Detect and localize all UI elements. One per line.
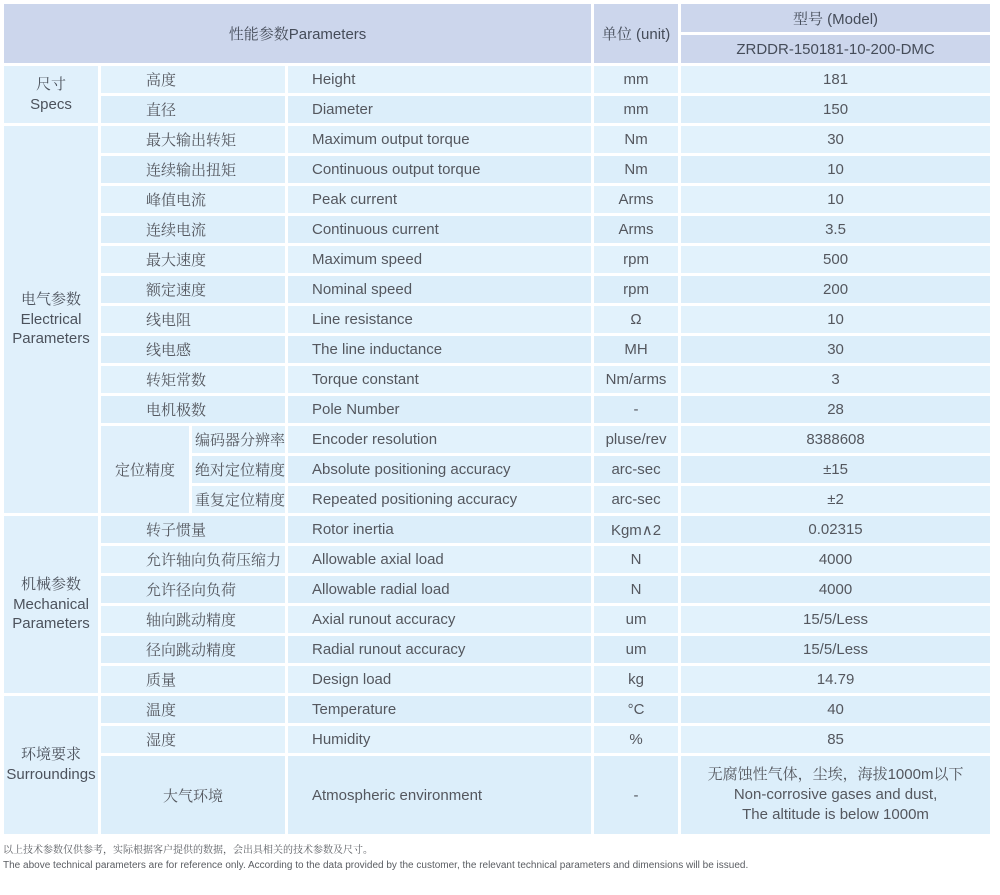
table-row bbox=[4, 696, 990, 723]
unit-cell: MH bbox=[594, 336, 678, 363]
table-row bbox=[4, 606, 990, 633]
table-row bbox=[4, 66, 990, 93]
model-value: ZRDDR-150181-10-200-DMC bbox=[681, 35, 990, 63]
value-cell: 150 bbox=[681, 96, 990, 123]
param-cn-cell: 最大输出转矩 bbox=[101, 126, 285, 153]
param-en-cell: Absolute positioning accuracy bbox=[288, 456, 591, 483]
spec-table bbox=[1, 1, 993, 837]
table-row bbox=[4, 366, 990, 393]
group-cell-surroundings bbox=[4, 696, 98, 834]
group-label-en: Electrical Parameters bbox=[12, 310, 90, 348]
value-cell: 15/5/Less bbox=[681, 606, 990, 633]
param-cn-cell: 连续电流 bbox=[101, 216, 285, 243]
param-cn-cell: 峰值电流 bbox=[101, 186, 285, 213]
value-cell: ±15 bbox=[681, 456, 990, 483]
param-cn-cell: 编码器分辨率 bbox=[192, 426, 285, 453]
group-label-cn: 环境要求 bbox=[20, 746, 81, 764]
table-row bbox=[4, 516, 990, 543]
param-cn-cell: 最大速度 bbox=[101, 246, 285, 273]
unit-cell: - bbox=[594, 756, 678, 834]
value-cell: 181 bbox=[681, 66, 990, 93]
group-label-en: Mechanical Parameters bbox=[12, 595, 90, 633]
param-en-cell: Pole Number bbox=[288, 396, 591, 423]
param-cn-cell: 允许径向负荷 bbox=[101, 576, 285, 603]
param-en-cell: Temperature bbox=[288, 696, 591, 723]
value-cell: 3.5 bbox=[681, 216, 990, 243]
value-cell: 0.02315 bbox=[681, 516, 990, 543]
param-en-cell: Height bbox=[288, 66, 591, 93]
parameters-header: 性能参数Parameters bbox=[4, 4, 591, 63]
unit-cell: pluse/rev bbox=[594, 426, 678, 453]
group-cell-specs bbox=[4, 66, 98, 123]
param-en-cell: Design load bbox=[288, 666, 591, 693]
param-cn-cell: 直径 bbox=[101, 96, 285, 123]
unit-cell: mm bbox=[594, 96, 678, 123]
value-cell bbox=[681, 756, 990, 834]
value-cell: 10 bbox=[681, 156, 990, 183]
unit-cell: mm bbox=[594, 66, 678, 93]
unit-cell: Nm/arms bbox=[594, 366, 678, 393]
param-cn-cell: 允许轴向负荷压缩力 bbox=[101, 546, 285, 573]
param-cn-cell: 大气环境 bbox=[101, 756, 285, 834]
value-line: 无腐蚀性气体，尘埃，海拔1000m以下 bbox=[707, 765, 964, 783]
unit-cell: °C bbox=[594, 696, 678, 723]
value-cell: 500 bbox=[681, 246, 990, 273]
param-cn-cell: 重复定位精度 bbox=[192, 486, 285, 513]
unit-cell: Kgm∧2 bbox=[594, 516, 678, 543]
table-row bbox=[4, 756, 990, 834]
unit-cell: rpm bbox=[594, 276, 678, 303]
footnote-line-en: The above technical parameters are for reference only. According to the data provided by the customer, the relevant technical parameters and dimensions will be issued. bbox=[3, 859, 749, 871]
unit-header: 单位 (unit) bbox=[594, 4, 678, 63]
param-cn-cell: 线电感 bbox=[101, 336, 285, 363]
table-row bbox=[4, 726, 990, 753]
value-cell: 10 bbox=[681, 186, 990, 213]
unit-cell: arc-sec bbox=[594, 456, 678, 483]
positioning-accuracy-cell: 定位精度 bbox=[101, 426, 189, 513]
footnote-line-cn: 以上技术参数仅供参考，实际根据客户提供的数据，会出具相关的技术参数及尺寸。 bbox=[3, 845, 373, 856]
param-cn-cell: 线电阻 bbox=[101, 306, 285, 333]
param-cn-cell: 轴向跳动精度 bbox=[101, 606, 285, 633]
table-row bbox=[4, 306, 990, 333]
table-row bbox=[4, 96, 990, 123]
value-cell: 3 bbox=[681, 366, 990, 393]
param-en-cell: Nominal speed bbox=[288, 276, 591, 303]
table-row bbox=[4, 276, 990, 303]
value-cell: 8388608 bbox=[681, 426, 990, 453]
group-cell-mechanical bbox=[4, 516, 98, 693]
value-cell: 28 bbox=[681, 396, 990, 423]
unit-cell: um bbox=[594, 606, 678, 633]
param-cn-cell: 绝对定位精度 bbox=[192, 456, 285, 483]
group-label-cn: 尺寸 bbox=[35, 75, 66, 93]
table-row bbox=[4, 636, 990, 663]
param-en-cell: Atmospheric environment bbox=[288, 756, 591, 834]
param-cn-cell: 电机极数 bbox=[101, 396, 285, 423]
table-row bbox=[4, 666, 990, 693]
unit-cell: rpm bbox=[594, 246, 678, 273]
param-en-cell: Diameter bbox=[288, 96, 591, 123]
param-en-cell: Continuous output torque bbox=[288, 156, 591, 183]
param-cn-cell: 额定速度 bbox=[101, 276, 285, 303]
model-header: 型号 (Model) bbox=[681, 4, 990, 32]
param-cn-cell: 连续输出扭矩 bbox=[101, 156, 285, 183]
group-cell-electrical bbox=[4, 126, 98, 513]
value-cell: 10 bbox=[681, 306, 990, 333]
param-cn-cell: 质量 bbox=[101, 666, 285, 693]
param-en-cell: Encoder resolution bbox=[288, 426, 591, 453]
param-en-cell: Humidity bbox=[288, 726, 591, 753]
table-row bbox=[4, 156, 990, 183]
value-cell: 30 bbox=[681, 126, 990, 153]
unit-cell: N bbox=[594, 546, 678, 573]
value-cell: 85 bbox=[681, 726, 990, 753]
param-en-cell: Rotor inertia bbox=[288, 516, 591, 543]
param-en-cell: Maximum output torque bbox=[288, 126, 591, 153]
unit-cell: Arms bbox=[594, 186, 678, 213]
table-row bbox=[4, 576, 990, 603]
param-en-cell: Line resistance bbox=[288, 306, 591, 333]
unit-cell: um bbox=[594, 636, 678, 663]
param-en-cell: The line inductance bbox=[288, 336, 591, 363]
value-cell: 40 bbox=[681, 696, 990, 723]
value-cell: 30 bbox=[681, 336, 990, 363]
param-en-cell: Allowable axial load bbox=[288, 546, 591, 573]
unit-cell: Ω bbox=[594, 306, 678, 333]
table-row bbox=[4, 426, 990, 453]
table-row bbox=[4, 246, 990, 273]
param-cn-cell: 湿度 bbox=[101, 726, 285, 753]
value-line: The altitude is below 1000m bbox=[742, 806, 929, 824]
param-en-cell: Repeated positioning accuracy bbox=[288, 486, 591, 513]
group-label-cn: 电气参数 bbox=[20, 290, 81, 308]
param-en-cell: Allowable radial load bbox=[288, 576, 591, 603]
footnote bbox=[3, 844, 1000, 873]
unit-cell: kg bbox=[594, 666, 678, 693]
value-line: Non-corrosive gases and dust, bbox=[733, 785, 938, 803]
param-cn-cell: 转矩常数 bbox=[101, 366, 285, 393]
table-row bbox=[4, 546, 990, 573]
header-row-1 bbox=[4, 4, 990, 32]
param-en-cell: Peak current bbox=[288, 186, 591, 213]
param-en-cell: Axial runout accuracy bbox=[288, 606, 591, 633]
value-cell: ±2 bbox=[681, 486, 990, 513]
param-cn-cell: 高度 bbox=[101, 66, 285, 93]
unit-cell: Nm bbox=[594, 156, 678, 183]
unit-cell: Nm bbox=[594, 126, 678, 153]
unit-cell: arc-sec bbox=[594, 486, 678, 513]
param-cn-cell: 转子惯量 bbox=[101, 516, 285, 543]
param-en-cell: Torque constant bbox=[288, 366, 591, 393]
table-row bbox=[4, 186, 990, 213]
param-en-cell: Radial runout accuracy bbox=[288, 636, 591, 663]
param-en-cell: Continuous current bbox=[288, 216, 591, 243]
value-cell: 14.79 bbox=[681, 666, 990, 693]
table-row bbox=[4, 396, 990, 423]
group-label-cn: 机械参数 bbox=[20, 575, 81, 593]
param-en-cell: Maximum speed bbox=[288, 246, 591, 273]
unit-cell: Arms bbox=[594, 216, 678, 243]
unit-cell: - bbox=[594, 396, 678, 423]
value-cell: 4000 bbox=[681, 546, 990, 573]
group-label-en: Specs bbox=[30, 95, 72, 113]
unit-cell: N bbox=[594, 576, 678, 603]
table-row bbox=[4, 336, 990, 363]
param-cn-cell: 径向跳动精度 bbox=[101, 636, 285, 663]
group-label-en: Surroundings bbox=[6, 766, 96, 783]
value-cell: 200 bbox=[681, 276, 990, 303]
table-row bbox=[4, 216, 990, 243]
param-cn-cell: 温度 bbox=[101, 696, 285, 723]
unit-cell: % bbox=[594, 726, 678, 753]
table-row bbox=[4, 126, 990, 153]
value-cell: 4000 bbox=[681, 576, 990, 603]
value-cell: 15/5/Less bbox=[681, 636, 990, 663]
